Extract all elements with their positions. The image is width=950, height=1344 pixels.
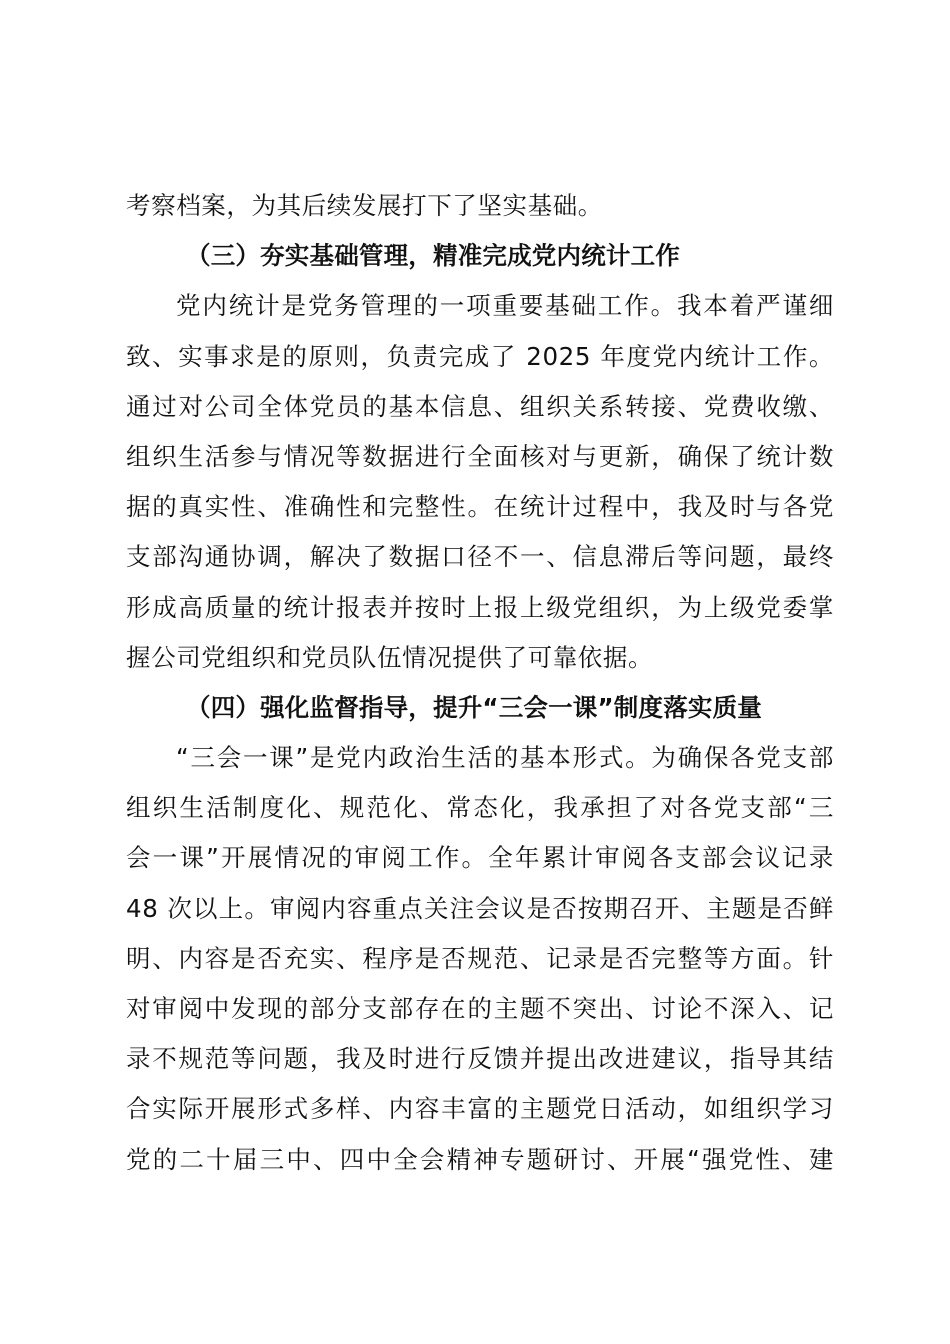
paragraph-line: 握公司党组织和党员队伍情况提供了可靠依据。 <box>126 642 654 672</box>
paragraph-line: 通过对公司全体党员的基本信息、组织关系转接、党费收缴、 <box>126 391 834 421</box>
paragraph-line: 合实际开展形式多样、内容丰富的主题党日活动，如组织学习 <box>126 1094 834 1124</box>
paragraph-line: 组织生活参与情况等数据进行全面核对与更新，确保了统计数 <box>126 441 834 471</box>
paragraph-line: 据的真实性、准确性和完整性。在统计过程中，我及时与各党 <box>126 492 834 522</box>
paragraph-line: 党的二十届三中、四中全会精神专题研讨、开展“强党性、建 <box>126 1144 834 1174</box>
paragraph-line: 明、内容是否充实、程序是否规范、记录是否完整等方面。针 <box>126 943 834 973</box>
paragraph-party-statistics <box>126 281 834 683</box>
paragraph-line: 党内统计是党务管理的一项重要基础工作。我本着严谨细 <box>176 291 834 321</box>
paragraph-line: 支部沟通协调，解决了数据口径不一、信息滞后等问题，最终 <box>126 542 834 572</box>
document-page <box>126 181 834 1185</box>
paragraph-line: 会一课”开展情况的审阅工作。全年累计审阅各支部会议记录 <box>126 843 834 873</box>
paragraph-line: 对审阅中发现的部分支部存在的主题不突出、讨论不深入、记 <box>126 994 834 1023</box>
paragraph-line: 致、实事求是的原则，负责完成了 2025 年度党内统计工作。 <box>126 341 834 371</box>
paragraph-line: 组织生活制度化、规范化、常态化，我承担了对各党支部“三 <box>126 793 834 823</box>
paragraph-line: 录不规范等问题，我及时进行反馈并提出改进建议，指导其结 <box>126 1044 834 1074</box>
paragraph-line: 形成高质量的统计报表并按时上报上级党组织，为上级党委掌 <box>126 592 834 622</box>
paragraph-line: 48 次以上。审阅内容重点关注会议是否按期召开、主题是否鲜 <box>126 893 834 923</box>
section-heading-3: （三）夯实基础管理，精准完成党内统计工作 <box>186 241 680 271</box>
paragraph-three-meetings-one-lesson <box>126 733 834 1185</box>
paragraph-line: “三会一课”是党内政治生活的基本形式。为确保各党支部 <box>176 743 834 773</box>
section-heading-4: （四）强化监督指导，提升“三会一课”制度落实质量 <box>186 692 763 722</box>
paragraph-continuation-line: 考察档案，为其后续发展打下了坚实基础。 <box>126 191 603 220</box>
